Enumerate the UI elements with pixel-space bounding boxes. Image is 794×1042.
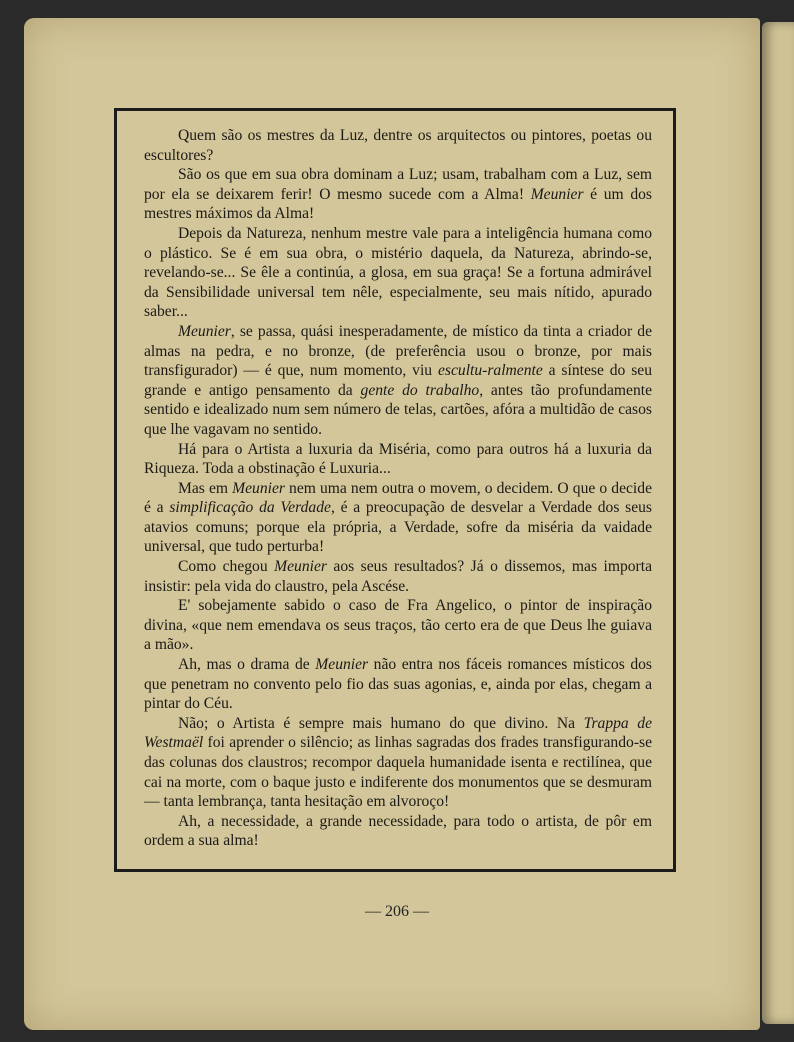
text-run: , antes tão profundamente sentido e idealizado num sem número de telas, cartões, afóra a multidão de casos que lhe vagavam no sentido.: [144, 381, 652, 438]
text-run: não entra nos fáceis romances místicos dos que penetram no convento pelo fio das suas agonias, e, ainda por elas, chegam a pintar do Céu.: [144, 656, 653, 713]
italic-text: Meunier: [530, 185, 584, 203]
text-run: Quem são os mestres da Luz, dentre os arquitectos ou pintores, poetas ou escultores?: [144, 127, 652, 164]
page-number: — 206 —: [365, 903, 429, 920]
text-run: Ah, a necessidade, a grande necessidade, para todo o artista, de pôr em ordem a sua alma!: [144, 812, 652, 850]
paragraph: [144, 596, 652, 655]
paragraph: [144, 322, 652, 440]
text-run: é um dos mestres máximos da Alma!: [144, 185, 652, 223]
italic-text: simplificação da Verdade: [169, 499, 331, 517]
text-run: , é a preocupação de desvelar a Verdade dos seus atavios comuns; porque ela própria, a Verdade, sofre da miséria da vaidade universal, que tudo perturba!: [144, 499, 652, 556]
paragraph: [144, 224, 652, 322]
italic-text: Meunier: [274, 558, 327, 576]
italic-text: Meunier: [178, 322, 231, 340]
text-run: Não; o Artista é sempre mais humano do que divino. Na: [178, 714, 584, 732]
text-run: São os que em sua obra dominam a Luz; usam, trabalham com a Luz, sem por ela se deixarem ferir! O mesmo sucede com a Alma!: [144, 166, 652, 203]
italic-text: Meunier: [315, 656, 369, 674]
italic-text: escultu-ralmente: [437, 362, 543, 380]
text-run: E' sobejamente sabido o caso de Fra Angelico, o pintor de inspiração divina, «que nem emendava os seus traços, tão certo era de que Deus lhe guiava a mão».: [144, 597, 652, 654]
body-text: [144, 126, 652, 851]
text-run: Como chegou: [178, 558, 275, 576]
text-run: foi aprender o silêncio; as linhas sagradas dos frades transfigurando-se das colunas dos claustros; recompor daquela humanidade isenta e rectilínea, que cai na morte, com o baque justo e indiferente dos monumentos que se desmuram — tanta lembrança, tanta hesitação em alvoroço!: [144, 734, 652, 811]
paragraph: [144, 557, 652, 596]
paragraph: [144, 165, 652, 224]
paragraph: [144, 479, 652, 557]
italic-text: Trappa de Westmaël: [144, 714, 652, 752]
text-run: Ah, mas o drama de: [178, 656, 316, 674]
text-run: Mas em: [178, 479, 233, 497]
text-run: Há para o Artista a luxuria da Miséria, como para outros há a luxuria da Riqueza. Toda a obstinação é Luxuria...: [144, 440, 652, 478]
text-run: aos seus resultados? Já o dissemos, mas importa insistir: pela vida do claustro, pela Ascése.: [144, 558, 653, 595]
paragraph: [144, 126, 652, 165]
adjacent-page-edge: [762, 22, 794, 1024]
paragraph: [144, 655, 652, 714]
paragraph: [144, 440, 652, 479]
italic-text: gente do trabalho: [360, 381, 480, 399]
paragraph: [144, 812, 652, 851]
text-run: nem uma nem outra o movem, o decidem. O que o decide é a: [144, 479, 652, 517]
text-run: a síntese do seu grande e antigo pensamento da: [144, 362, 652, 399]
italic-text: Meunier: [232, 479, 285, 497]
paragraph: [144, 714, 652, 812]
text-run: , se passa, quási inesperadamente, de místico da tinta a criador de almas na pedra, e no bronze, (de preferência usou o bronze, por mais transfigurador) — é que, num momento, viu: [144, 322, 652, 380]
text-run: Depois da Natureza, nenhum mestre vale para a inteligência humana como o plástico. Se é em sua obra, o mistério daquela, da Natureza, abrindo-se, revelando-se... Se êle a continúa, a glosa, em sua graça! Se a fortuna admirável da Sensibilidade universal tem nêle, especialmente, seu mais nítido, apurado saber...: [144, 224, 652, 321]
